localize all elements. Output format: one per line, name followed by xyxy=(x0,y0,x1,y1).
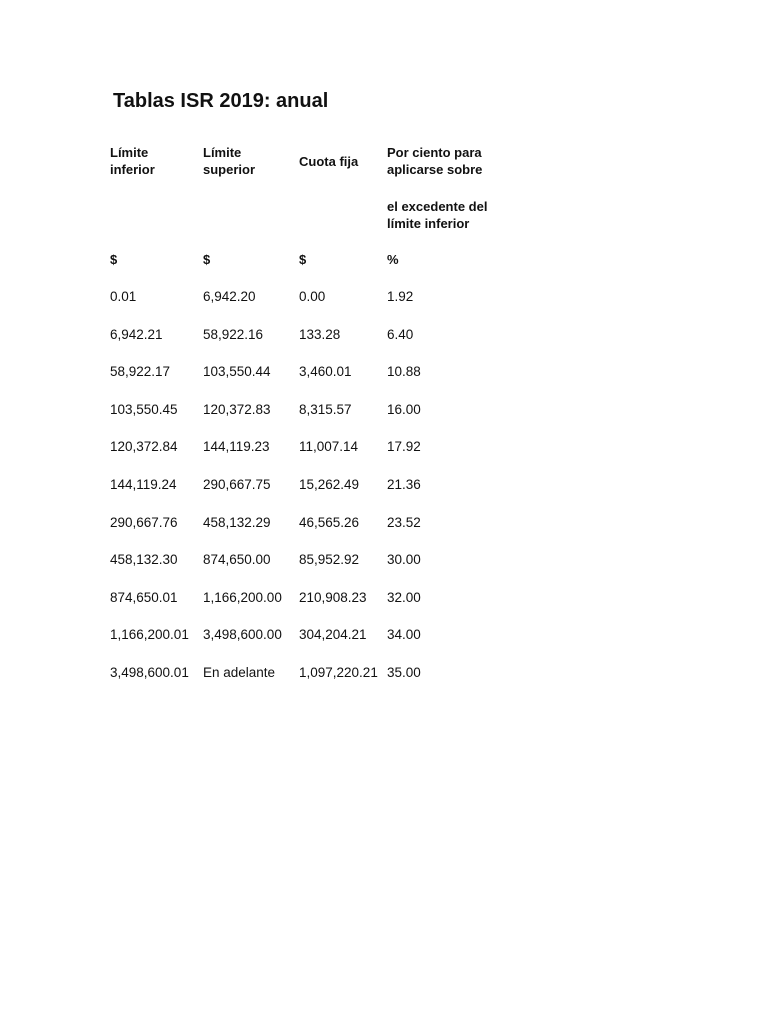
table-row xyxy=(0,590,768,610)
limite-superior-cell: 6,942.20 xyxy=(203,289,256,304)
limite-superior-cell: 120,372.83 xyxy=(203,402,271,417)
por-ciento-cell: 1.92 xyxy=(387,289,414,304)
limite-inferior-cell: 120,372.84 xyxy=(110,439,178,454)
limite-inferior-cell: 3,498,600.01 xyxy=(110,665,189,680)
table-row xyxy=(0,627,768,647)
limite-superior-cell: 58,922.16 xyxy=(203,327,264,342)
por-ciento-cell: 6.40 xyxy=(387,327,414,342)
units-cuota-fija: $ xyxy=(299,252,307,267)
header-limite-superior: Límite superior xyxy=(203,145,256,177)
limite-superior-cell: 103,550.44 xyxy=(203,364,271,379)
cuota-fija-cell: 210,908.23 xyxy=(299,590,367,605)
limite-superior-cell: 874,650.00 xyxy=(203,552,271,567)
page-title: Tablas ISR 2019: anual xyxy=(113,90,329,112)
cuota-fija-cell: 133.28 xyxy=(299,327,341,342)
cuota-fija-cell: 0.00 xyxy=(299,289,326,304)
table-row xyxy=(0,665,768,685)
limite-superior-cell: En adelante xyxy=(203,665,276,680)
table-row xyxy=(0,477,768,497)
cuota-fija-cell: 1,097,220.21 xyxy=(299,665,378,680)
cuota-fija-cell: 11,007.14 xyxy=(299,439,359,454)
header-cuota-fija: Cuota fija xyxy=(299,154,359,169)
cuota-fija-cell: 15,262.49 xyxy=(299,477,360,492)
table-row xyxy=(0,439,768,459)
por-ciento-cell: 21.36 xyxy=(387,477,421,492)
table-row xyxy=(0,402,768,422)
units-por-ciento: % xyxy=(387,252,399,267)
limite-inferior-cell: 290,667.76 xyxy=(110,515,178,530)
por-ciento-cell: 34.00 xyxy=(387,627,421,642)
cuota-fija-cell: 3,460.01 xyxy=(299,364,352,379)
por-ciento-cell: 23.52 xyxy=(387,515,421,530)
limite-inferior-cell: 6,942.21 xyxy=(110,327,163,342)
table-row xyxy=(0,364,768,384)
table-row xyxy=(0,327,768,347)
limite-inferior-cell: 458,132.30 xyxy=(110,552,178,567)
limite-inferior-cell: 0.01 xyxy=(110,289,137,304)
limite-inferior-cell: 144,119.24 xyxy=(110,477,177,492)
por-ciento-cell: 16.00 xyxy=(387,402,421,417)
limite-superior-cell: 1,166,200.00 xyxy=(203,590,282,605)
limite-inferior-cell: 58,922.17 xyxy=(110,364,171,379)
por-ciento-cell: 30.00 xyxy=(387,552,421,567)
limite-superior-cell: 290,667.75 xyxy=(203,477,271,492)
table-row xyxy=(0,289,768,309)
limite-superior-cell: 144,119.23 xyxy=(203,439,270,454)
units-limite-inferior: $ xyxy=(110,252,118,267)
por-ciento-cell: 32.00 xyxy=(387,590,421,605)
table-row xyxy=(0,515,768,535)
cuota-fija-cell: 304,204.21 xyxy=(299,627,367,642)
por-ciento-cell: 35.00 xyxy=(387,665,421,680)
header-por-ciento: Por ciento para aplicarse sobre xyxy=(387,145,483,177)
limite-inferior-cell: 1,166,200.01 xyxy=(110,627,189,642)
cuota-fija-cell: 46,565.26 xyxy=(299,515,360,530)
table-row xyxy=(0,552,768,572)
por-ciento-cell: 17.92 xyxy=(387,439,421,454)
cuota-fija-cell: 8,315.57 xyxy=(299,402,352,417)
header-excedente: el excedente del límite inferior xyxy=(387,199,488,231)
limite-superior-cell: 458,132.29 xyxy=(203,515,271,530)
header-limite-inferior: Límite inferior xyxy=(110,145,155,177)
cuota-fija-cell: 85,952.92 xyxy=(299,552,360,567)
units-limite-superior: $ xyxy=(203,252,211,267)
limite-inferior-cell: 103,550.45 xyxy=(110,402,178,417)
por-ciento-cell: 10.88 xyxy=(387,364,421,379)
limite-superior-cell: 3,498,600.00 xyxy=(203,627,282,642)
limite-inferior-cell: 874,650.01 xyxy=(110,590,178,605)
